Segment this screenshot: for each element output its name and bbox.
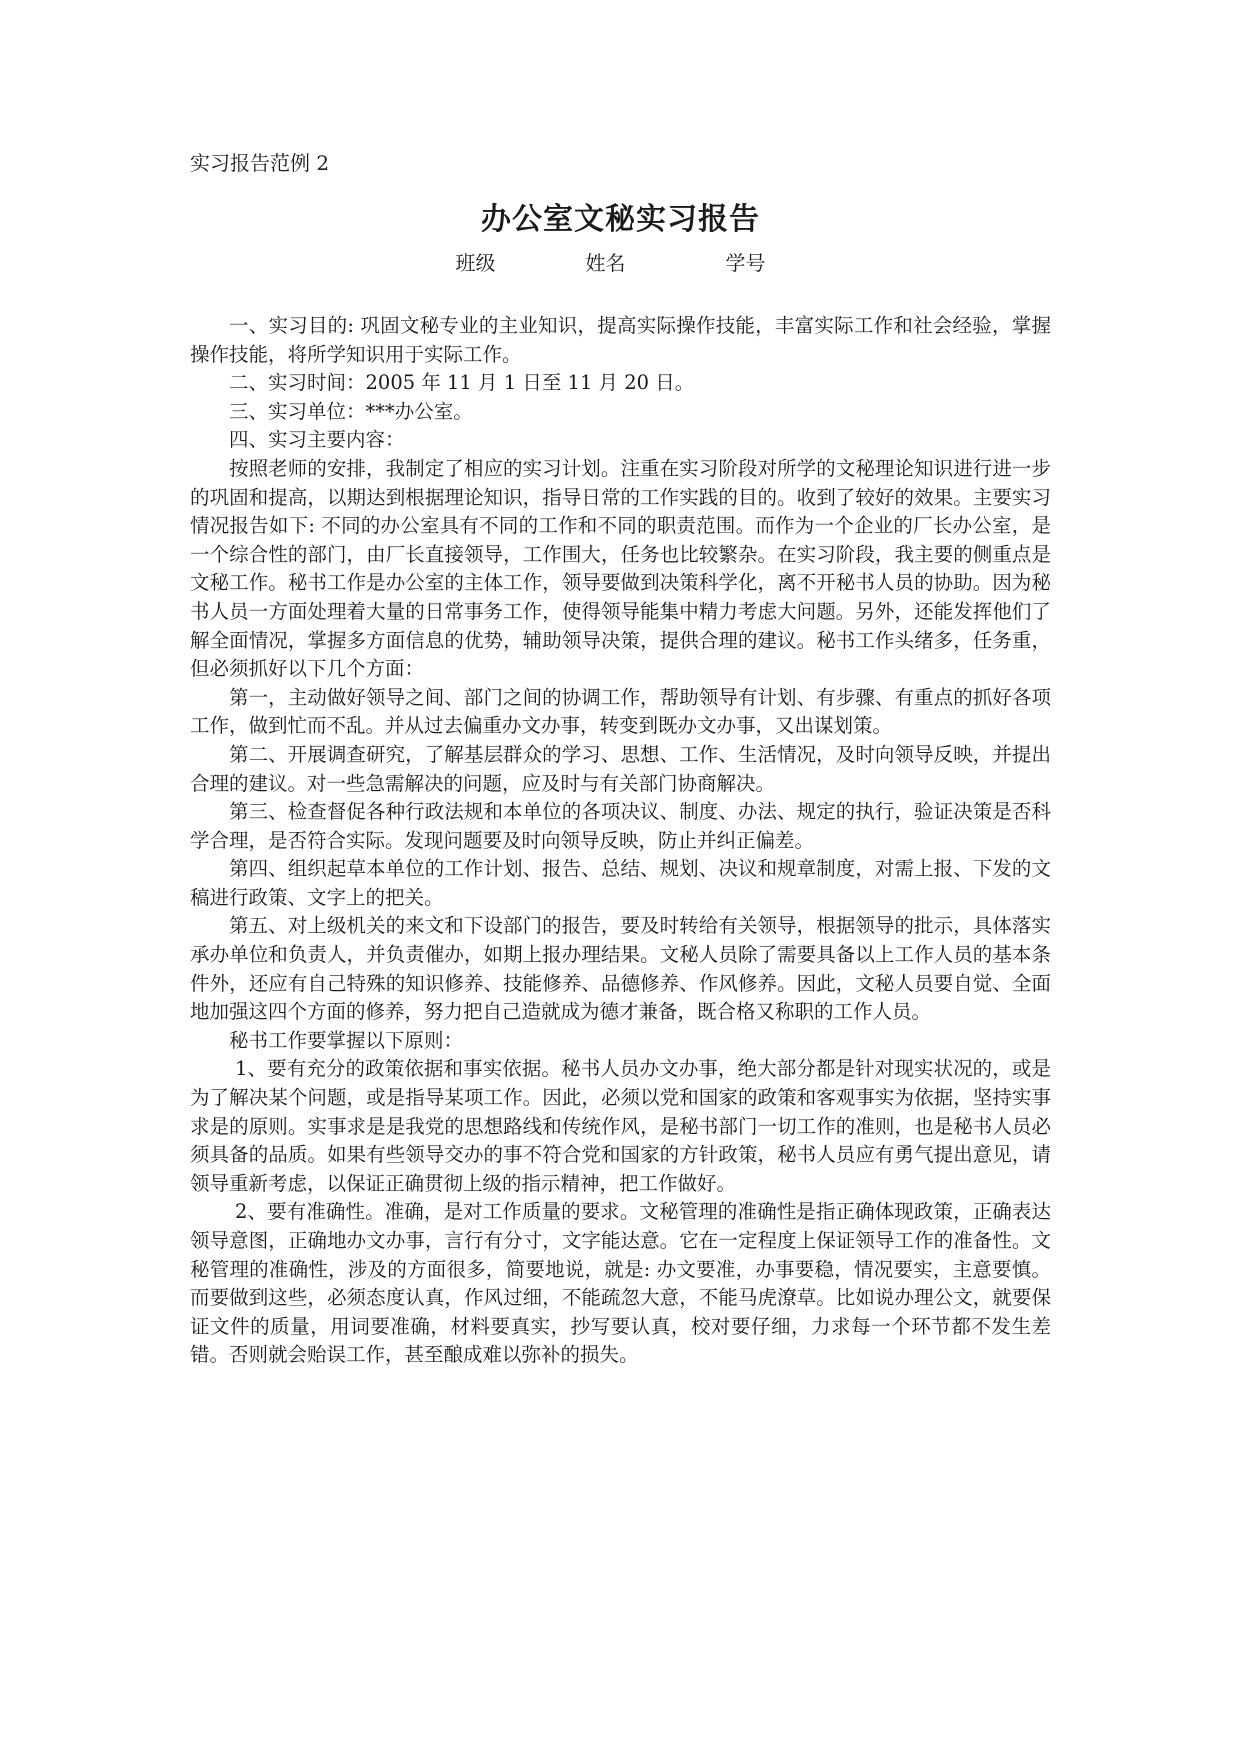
paragraph-principles-heading: 秘书工作要掌握以下原则： <box>229 1028 464 1052</box>
paragraph-content-heading: 四、实习主要内容： <box>229 428 405 452</box>
document-body <box>190 312 1051 1370</box>
paragraph-item-3: 第三、检查督促各种行政法规和本单位的各项决议、制度、办法、规定的执行，验证决策是否科学合理，是否符合实际。发现问题要及时向领导反映，防止并纠正偏差。 <box>190 800 1051 852</box>
student-id-field: 学号 <box>725 251 766 275</box>
paragraph-time: 二、实习时间：2005 年 11 月 1 日至 11 月 20 日。 <box>229 371 695 395</box>
paragraph-unit: 三、实习单位：***办公室。 <box>229 399 473 423</box>
paragraph-overview: 按照老师的安排，我制定了相应的实习计划。注重在实习阶段对所学的文秘理论知识进行进一步的巩固和提高，以期达到根据理论知识，指导日常的工作实践的目的。收到了较好的效果。主要实习情况报告如下: 不同的办公室具有不同的工作和不同的职责范围。而作为一个企业的厂长办公室，是一个综合性的部门，由厂长直接领导，工作围大，任务也比较繁杂。在实习阶段，我主要的侧重点是文秘工作。秘书工作是办公室的主体工作，领导要做到决策科学化，离不开秘书人员的协助。因为秘书人员一方面处理着大量的日常事务工作，使得领导能集中精力考虑大问题。另外，还能发挥他们了解全面情况，掌握多方面信息的优势，辅助领导决策，提供合理的建议。秘书工作头绪多，任务重，但必须抓好以下几个方面： <box>190 456 1051 681</box>
paragraph-item-4: 第四、组织起草本单位的工作计划、报告、总结、规划、决议和规章制度，对需上报、下发的文稿进行政策、文字上的把关。 <box>190 857 1051 909</box>
paragraph-principle-2: 2、要有准确性。准确，是对工作质量的要求。文秘管理的准确性是指正确体现政策，正确表达领导意图，正确地办文办事，言行有分寸，文字能达意。它在一定程度上保证领导工作的准备性。文秘管理的准确性，涉及的方面很多，简要地说，就是: 办文要准，办事要稳，情况要实，主意要慎。而要做到这些，必须态度认真，作风过细，不能疏忽大意，不能马虎潦草。比如说办理公文，就要保证文件的质量，用词要准确，材料要真实，抄写要认真，校对要仔细，力求每一个环节都不发生差错。否则就会贻误工作，甚至酿成难以弥补的损失。 <box>190 1200 1051 1367</box>
class-field: 班级 <box>455 251 496 275</box>
paragraph-item-5: 第五、对上级机关的来文和下设部门的报告，要及时转给有关领导，根据领导的批示，具体落实承办单位和负责人，并负责催办，如期上报办理结果。文秘人员除了需要具备以上工作人员的基本条件外，还应有自己特殊的知识修养、技能修养、品德修养、作风修养。因此，文秘人员要自觉、全面地加强这四个方面的修养，努力把自己造就成为德才兼备，既合格又称职的工作人员。 <box>190 914 1051 1024</box>
document-page <box>190 148 1051 1370</box>
paragraph-principle-1: 1、要有充分的政策依据和事实依据。秘书人员办文办事，绝大部分都是针对现实状况的，或是为了解决某个问题，或是指导某项工作。因此，必须以党和国家的政策和客观事实为依据，坚持实事求是的原则。实事求是是我党的思想路线和传统作风，是秘书部门一切工作的准则，也是秘书人员必须具备的品质。如果有些领导交办的事不符合党和国家的方针政策，秘书人员应有勇气提出意见，请领导重新考虑，以保证正确贯彻上级的指示精神，把工作做好。 <box>190 1057 1051 1195</box>
paragraph-item-2: 第二、开展调查研究，了解基层群众的学习、思想、工作、生活情况，及时向领导反映，并提出合理的建议。对一些急需解决的问题，应及时与有关部门协商解决。 <box>190 742 1051 795</box>
paragraph-purpose: 一、实习目的: 巩固文秘专业的主业知识，提高实际操作技能，丰富实际工作和社会经验，掌握操作技能，将所学知识用于实际工作。 <box>190 314 1051 366</box>
student-info-row <box>190 248 1051 278</box>
name-field: 姓名 <box>585 251 626 275</box>
document-label: 实习报告范例 2 <box>190 151 330 175</box>
paragraph-item-1: 第一，主动做好领导之间、部门之间的协调工作，帮助领导有计划、有步骤、有重点的抓好各项工作，做到忙而不乱。并从过去偏重办文办事，转变到既办文办事，又出谋划策。 <box>190 685 1051 738</box>
document-title: 办公室文秘实习报告 <box>481 202 760 237</box>
